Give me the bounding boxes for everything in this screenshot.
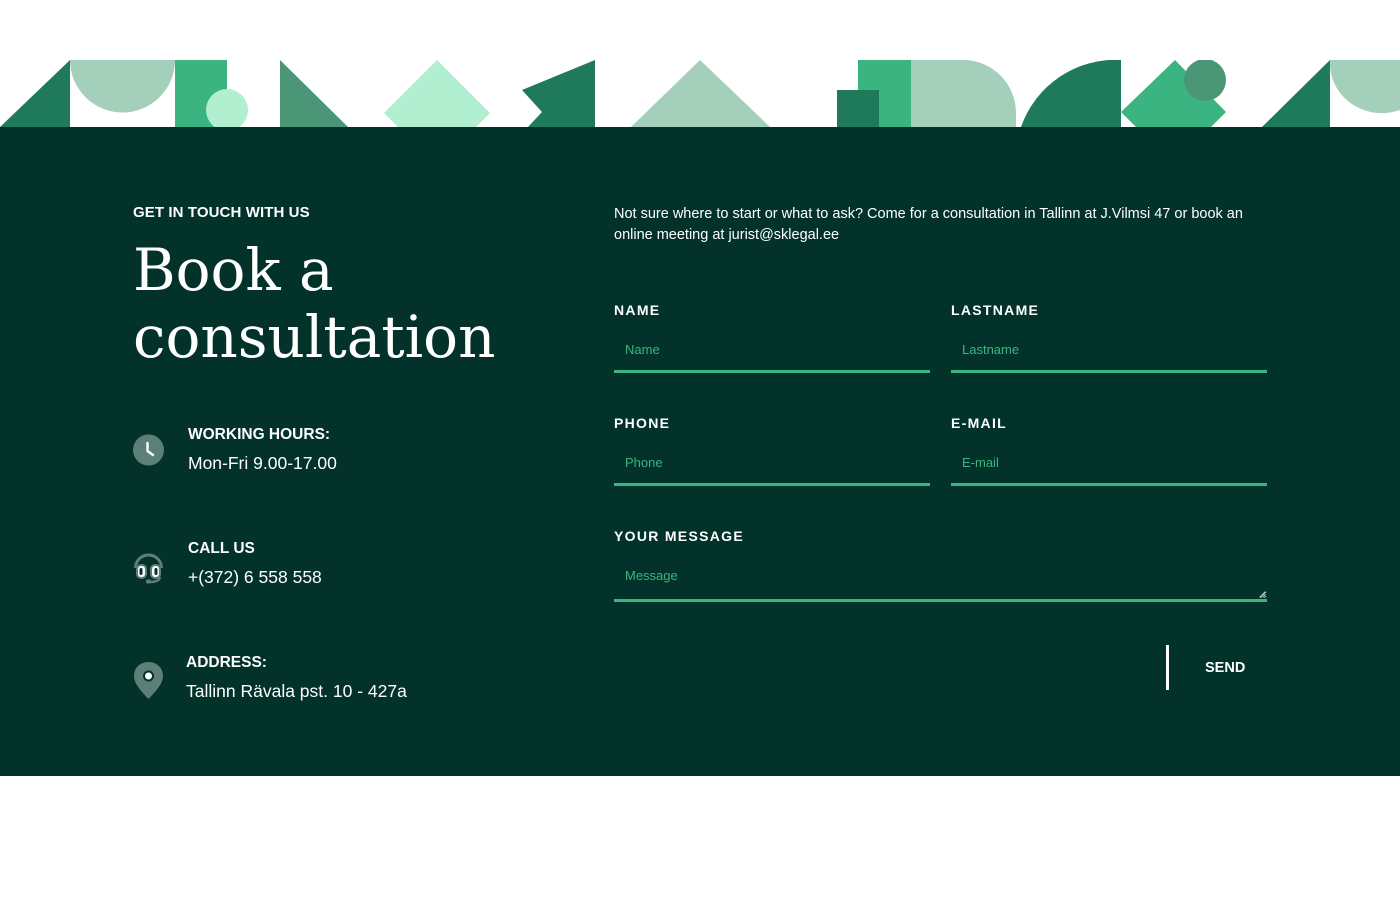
phone-label: PHONE xyxy=(614,415,671,431)
half-circle-shape xyxy=(1330,60,1400,113)
triangle-shape xyxy=(631,60,770,127)
half-circle-shape xyxy=(70,60,175,113)
address-text xyxy=(186,653,407,702)
location-pin-icon xyxy=(133,659,164,699)
send-button[interactable]: SEND xyxy=(1205,659,1246,676)
phone-input[interactable] xyxy=(614,442,930,486)
lastname-label: LASTNAME xyxy=(951,302,1040,318)
working-hours-text xyxy=(188,425,337,474)
call-us-item xyxy=(133,539,322,588)
message-field-group xyxy=(614,527,1267,602)
geometric-pattern xyxy=(0,60,1400,127)
name-input[interactable] xyxy=(614,329,930,373)
headset-icon xyxy=(133,545,164,585)
contact-section xyxy=(0,127,1400,776)
phone-number[interactable]: +(372) 6 558 558 xyxy=(188,567,322,587)
call-us-label: CALL US xyxy=(188,540,255,557)
decorative-shapes-band xyxy=(0,60,1400,127)
section-eyebrow: GET IN TOUCH WITH US xyxy=(133,204,310,221)
address-item xyxy=(133,653,407,702)
diamond-shape xyxy=(384,60,490,127)
email-label: E-MAIL xyxy=(951,415,1008,431)
lastname-field-group xyxy=(951,301,1267,373)
name-field-group xyxy=(614,301,930,373)
phone-field-group xyxy=(614,414,930,486)
message-label: YOUR MESSAGE xyxy=(614,528,744,544)
send-divider xyxy=(1166,645,1169,690)
triangle-shape xyxy=(280,60,348,127)
rounded-shape xyxy=(911,60,1016,127)
quarter-circle-shape xyxy=(1021,60,1121,127)
resize-handle-icon[interactable] xyxy=(1259,591,1266,598)
address-value: Tallinn Rävala pst. 10 - 427a xyxy=(186,681,407,701)
email-field-group xyxy=(951,414,1267,486)
working-hours-label: WORKING HOURS: xyxy=(188,426,331,443)
clock-icon xyxy=(133,431,164,471)
triangle-shape xyxy=(1262,60,1330,127)
name-label: NAME xyxy=(614,302,661,318)
email-input[interactable] xyxy=(951,442,1267,486)
arrow-shape xyxy=(522,60,595,127)
circle-shape xyxy=(1184,60,1226,101)
working-hours-value: Mon-Fri 9.00-17.00 xyxy=(188,453,337,473)
form-intro-text: Not sure where to start or what to ask? Come for a consultation in Tallinn at J.Vilmsi 47 or book an online meeting at jurist@sklegal.ee xyxy=(614,206,1243,243)
send-button-wrap xyxy=(1166,645,1245,690)
triangle-shape xyxy=(0,60,70,127)
section-headline: Book a consultation xyxy=(133,236,496,371)
address-label: ADDRESS: xyxy=(186,654,267,671)
call-us-text xyxy=(188,539,322,588)
working-hours-item xyxy=(133,425,337,474)
rectangle-shape xyxy=(837,90,879,127)
message-textarea[interactable] xyxy=(614,555,1267,602)
lastname-input[interactable] xyxy=(951,329,1267,373)
